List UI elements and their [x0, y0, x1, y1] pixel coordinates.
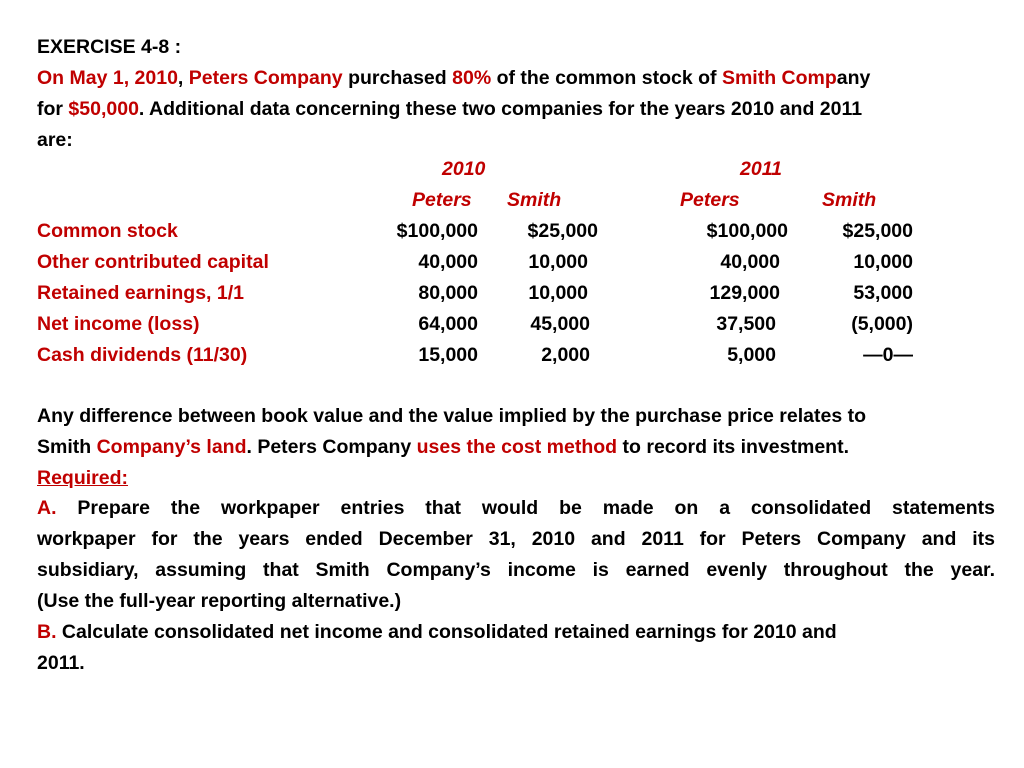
table-cell: 45,000: [530, 313, 590, 335]
intro-line-2: [37, 97, 862, 121]
part-a-line-2: workpaper for the years ended December 31, 2010 and 2011 for Peters Company and its: [37, 528, 995, 550]
table-cell: 15,000: [418, 344, 478, 366]
table-cell: $25,000: [527, 220, 598, 242]
part-b-line-2: 2011.: [37, 652, 85, 674]
intro-for: for: [37, 98, 63, 120]
note-smith: Smith: [37, 436, 92, 458]
purchase-date: On May 1, 2010: [37, 67, 178, 89]
note-land: Company’s land: [96, 436, 247, 458]
year-header-2010: 2010: [442, 158, 486, 180]
row-label-cash-dividends: Cash dividends (11/30): [37, 344, 248, 366]
exercise-title: EXERCISE 4-8 :: [37, 36, 182, 58]
note-cost-method: uses the cost method: [416, 436, 618, 458]
part-a-line-4: (Use the full-year reporting alternative.): [37, 590, 402, 612]
intro-text-2: of the common stock of: [496, 67, 717, 89]
col-header-smith-2010: Smith: [507, 189, 562, 211]
intro-line-2-rest: . Additional data concerning these two companies for the years 2010 and 2011: [138, 98, 863, 120]
ownership-percent: 80%: [452, 67, 492, 89]
table-cell: $25,000: [842, 220, 913, 242]
table-cell: $100,000: [396, 220, 478, 242]
note-line-1: Any difference between book value and the value implied by the purchase price relates to: [37, 405, 866, 427]
part-a-text-1: Prepare the workpaper entries that would be made on a consolidated statements: [77, 497, 996, 519]
table-cell: —0—: [863, 344, 913, 366]
note-end: to record its investment.: [622, 436, 849, 458]
table-cell: 10,000: [853, 251, 913, 273]
part-b-text-1: Calculate consolidated net income and consolidated retained earnings for 2010 and: [61, 621, 837, 643]
row-label-retained-earnings: Retained earnings, 1/1: [37, 282, 244, 304]
part-a-line-3: subsidiary, assuming that Smith Company’s income is earned evenly throughout the year.: [37, 559, 995, 581]
col-header-smith-2011: Smith: [822, 189, 877, 211]
table-cell: $100,000: [706, 220, 788, 242]
table-cell: 64,000: [418, 313, 478, 335]
table-cell: 5,000: [727, 344, 776, 366]
required-heading: Required:: [37, 467, 129, 489]
table-cell: 40,000: [720, 251, 780, 273]
part-b-label: B.: [37, 621, 57, 643]
table-cell: 80,000: [418, 282, 478, 304]
subsidiary-name-red: Smith Comp: [721, 67, 837, 89]
note-line-2: [37, 435, 849, 459]
intro-comma: ,: [177, 67, 184, 89]
table-cell: 53,000: [853, 282, 913, 304]
purchase-price: $50,000: [68, 98, 139, 120]
subsidiary-name-black: any: [836, 67, 871, 89]
part-a-label: A.: [37, 497, 57, 519]
parent-company-name: Peters Company: [188, 67, 343, 89]
part-a-line-1: [37, 496, 995, 520]
table-cell: 129,000: [709, 282, 780, 304]
col-header-peters-2010: Peters: [412, 189, 472, 211]
row-label-other-contributed-capital: Other contributed capital: [37, 251, 269, 273]
intro-text-1: purchased: [348, 67, 447, 89]
table-cell: 37,500: [716, 313, 776, 335]
row-label-net-income: Net income (loss): [37, 313, 200, 335]
intro-line-3: are:: [37, 129, 73, 151]
table-cell: (5,000): [851, 313, 913, 335]
table-cell: 10,000: [528, 251, 588, 273]
row-label-common-stock: Common stock: [37, 220, 178, 242]
note-peters: . Peters Company: [246, 436, 412, 458]
part-b-line-1: [37, 620, 837, 644]
intro-line-1: [37, 66, 870, 90]
table-cell: 10,000: [528, 282, 588, 304]
col-header-peters-2011: Peters: [680, 189, 740, 211]
table-cell: 40,000: [418, 251, 478, 273]
table-cell: 2,000: [541, 344, 590, 366]
year-header-2011: 2011: [740, 158, 782, 180]
